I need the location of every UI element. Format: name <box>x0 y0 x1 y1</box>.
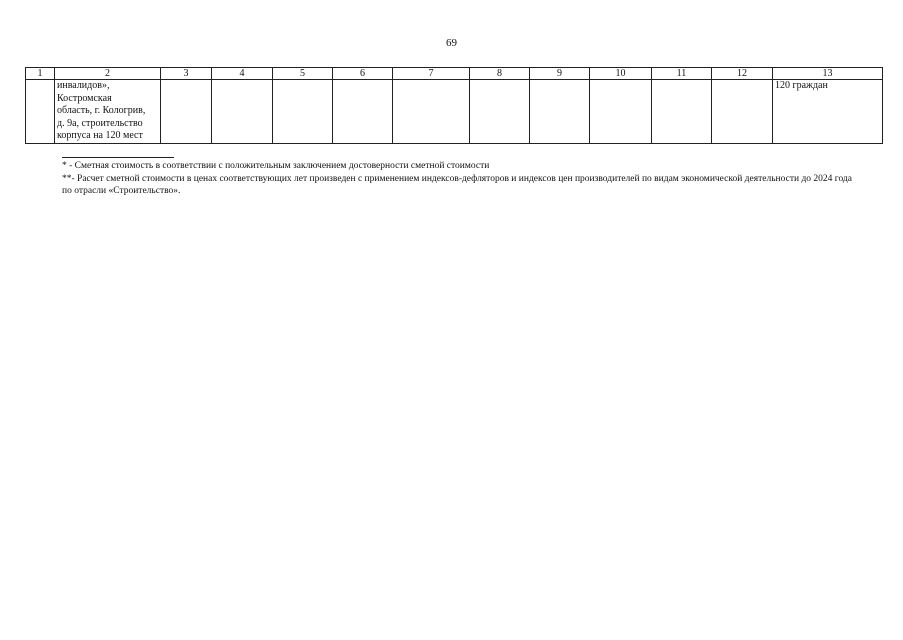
capacity-cell: 120 граждан <box>773 80 883 144</box>
table-cell <box>530 80 590 144</box>
table-row <box>26 80 883 144</box>
description-line: область, г. Кологрив, <box>57 105 146 116</box>
description-line: Костромская <box>57 92 112 104</box>
object-description-cell <box>55 80 161 144</box>
footnote-2: **- Расчет сметной стоимости в ценах соответствующих лет произведен с применением индексов-дефляторов и индексов цен производителей по видам экономической деятельности до 2024 года по отрасли «Строительство». <box>62 173 852 196</box>
column-header: 2 <box>55 68 161 80</box>
column-header: 8 <box>470 68 530 80</box>
column-header: 6 <box>333 68 393 80</box>
column-header: 3 <box>161 68 212 80</box>
description-line: инвалидов», <box>57 80 110 91</box>
table-cell <box>652 80 712 144</box>
table-cell <box>393 80 470 144</box>
column-header: 5 <box>273 68 333 80</box>
table-cell <box>273 80 333 144</box>
column-header: 12 <box>712 68 773 80</box>
column-header: 10 <box>590 68 652 80</box>
column-header: 7 <box>393 68 470 80</box>
table-header-row <box>26 68 883 80</box>
table-cell <box>590 80 652 144</box>
column-header: 13 <box>773 68 883 80</box>
column-header: 9 <box>530 68 590 80</box>
description-line: д. 9а, строительство <box>57 117 143 129</box>
footnote-divider <box>62 157 174 158</box>
table-cell <box>26 80 55 144</box>
column-header: 4 <box>212 68 273 80</box>
table-cell <box>470 80 530 144</box>
column-header: 1 <box>26 68 55 80</box>
page-number: 69 <box>446 37 457 49</box>
table-cell <box>333 80 393 144</box>
footnote-1: * - Сметная стоимость в соответствии с положительным заключением достоверности сметной стоимости <box>62 161 490 171</box>
table-cell <box>712 80 773 144</box>
footnotes <box>62 160 852 198</box>
description-line: корпуса на 120 мест <box>57 130 143 141</box>
table-cell <box>212 80 273 144</box>
data-table <box>25 67 883 144</box>
table-cell <box>161 80 212 144</box>
column-header: 11 <box>652 68 712 80</box>
